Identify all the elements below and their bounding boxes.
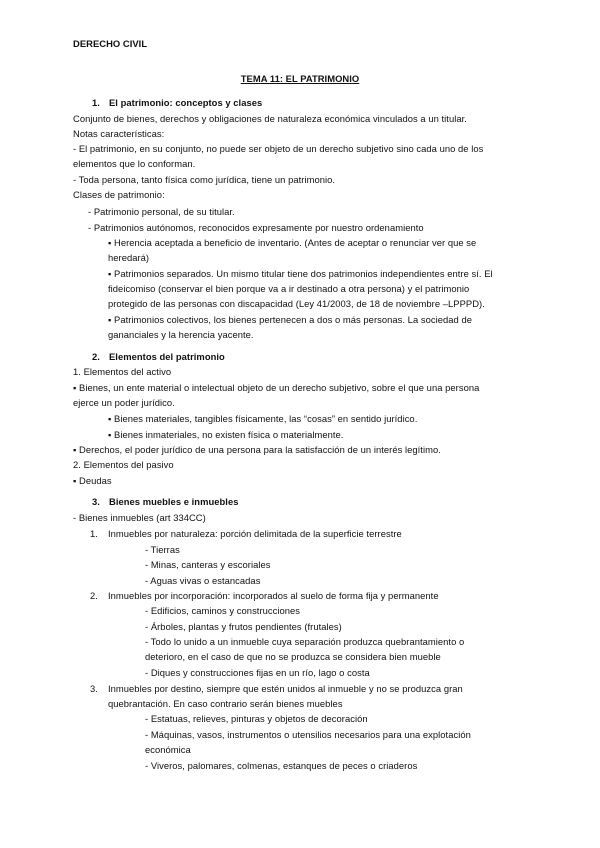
text-line: - Edificios, caminos y construcciones — [145, 605, 301, 616]
text-line: 1. Elementos del activo — [73, 366, 172, 377]
list-number: 3. — [90, 683, 98, 694]
text-line: - Diques y construcciones fijas en un río, lago o costa — [145, 667, 370, 678]
text-line: fideicomiso (conservar el bien porque va a ir destinado a otra persona) y el patrimonio — [108, 283, 470, 294]
text-line: - Árboles, plantas y frutos pendientes (frutales) — [145, 621, 342, 632]
bullet-line: ▪ Herencia aceptada a beneficio de inventario. (Antes de aceptar o renunciar ver que se — [108, 237, 477, 248]
text-line: - El patrimonio, en su conjunto, no puede ser objeto de un derecho subjetivo sino cada uno de los — [73, 143, 484, 154]
text-line: Inmuebles por naturaleza: porción delimitada de la superficie terrestre — [108, 528, 402, 539]
text-line: - Todo lo unido a un inmueble cuya separación produzca quebrantamiento o — [145, 636, 465, 647]
text-line: deterioro, en el caso de que no se produzca se considera bien mueble — [145, 651, 441, 662]
bullet-line: ▪ Bienes, un ente material o intelectual objeto de un derecho subjetivo, sobre el que una persona — [73, 382, 480, 393]
text-line: gananciales y la herencia yacente. — [108, 329, 254, 340]
bullet-line: ▪ Patrimonios colectivos, los bienes pertenecen a dos o más personas. La sociedad de — [108, 314, 472, 325]
text-line: - Aguas vivas o estancadas — [145, 575, 261, 586]
text-line: Conjunto de bienes, derechos y obligaciones de naturaleza económica vinculados a un titular. — [73, 113, 467, 124]
text-line: económica — [145, 744, 191, 755]
text-line: - Viveros, palomares, colmenas, estanques de peces o criaderos — [145, 760, 418, 771]
text-line: - Toda persona, tanto física como jurídica, tiene un patrimonio. — [73, 174, 336, 185]
bullet-line: ▪ Patrimonios separados. Un mismo titular tiene dos patrimonios independientes entre sí. El — [108, 268, 493, 279]
text-line: - Estatuas, relieves, pinturas y objetos de decoración — [145, 713, 368, 724]
section-2-number: 2. — [92, 351, 100, 362]
text-line: - Máquinas, vasos, instrumentos o utensilios necesarios para una explotación — [145, 729, 471, 740]
text-line: Notas características: — [73, 128, 165, 139]
section-1-heading: El patrimonio: conceptos y clases — [109, 97, 263, 108]
text-line: Clases de patrimonio: — [73, 189, 165, 200]
text-line: 2. Elementos del pasivo — [73, 459, 174, 470]
text-line: - Patrimonios autónomos, reconocidos expresamente por nuestro ordenamiento — [88, 222, 424, 233]
bullet-line: ▪ Bienes materiales, tangibles físicamente, las “cosas” en sentido jurídico. — [108, 413, 418, 424]
text-line: protegido de las personas con discapacidad (Ley 41/2003, de 18 de noviembre –LPPPD). — [108, 298, 485, 309]
text-line: elementos que lo conforman. — [73, 158, 196, 169]
bullet-line: ▪ Derechos, el poder jurídico de una persona para la satisfacción de un interés legítimo. — [73, 444, 441, 455]
text-line: Inmuebles por incorporación: incorporados al suelo de forma fija y permanente — [108, 590, 439, 601]
section-3-number: 3. — [92, 496, 100, 507]
list-number: 2. — [90, 590, 98, 601]
page-title: TEMA 11: EL PATRIMONIO — [240, 73, 360, 84]
text-line: - Tierras — [145, 544, 180, 555]
text-line: Inmuebles por destino, siempre que estén unidos al inmueble y no se produzca gran — [108, 683, 463, 694]
section-1-number: 1. — [92, 97, 100, 108]
text-line: - Patrimonio personal, de su titular. — [88, 206, 235, 217]
list-number: 1. — [90, 528, 98, 539]
bullet-line: ▪ Bienes inmateriales, no existen física o materialmente. — [108, 429, 344, 440]
text-line: heredará) — [108, 252, 150, 263]
text-line: quebrantación. En caso contrario serán bienes muebles — [108, 698, 343, 709]
text-line: - Minas, canteras y escoriales — [145, 559, 271, 570]
text-line: - Bienes inmuebles (art 334CC) — [73, 512, 206, 523]
bullet-line: ▪ Deudas — [73, 475, 112, 486]
document-header: DERECHO CIVIL — [73, 38, 148, 49]
section-2-heading: Elementos del patrimonio — [109, 351, 225, 362]
text-line: ejerce un poder jurídico. — [73, 397, 175, 408]
section-3-heading: Bienes muebles e inmuebles — [109, 496, 239, 507]
